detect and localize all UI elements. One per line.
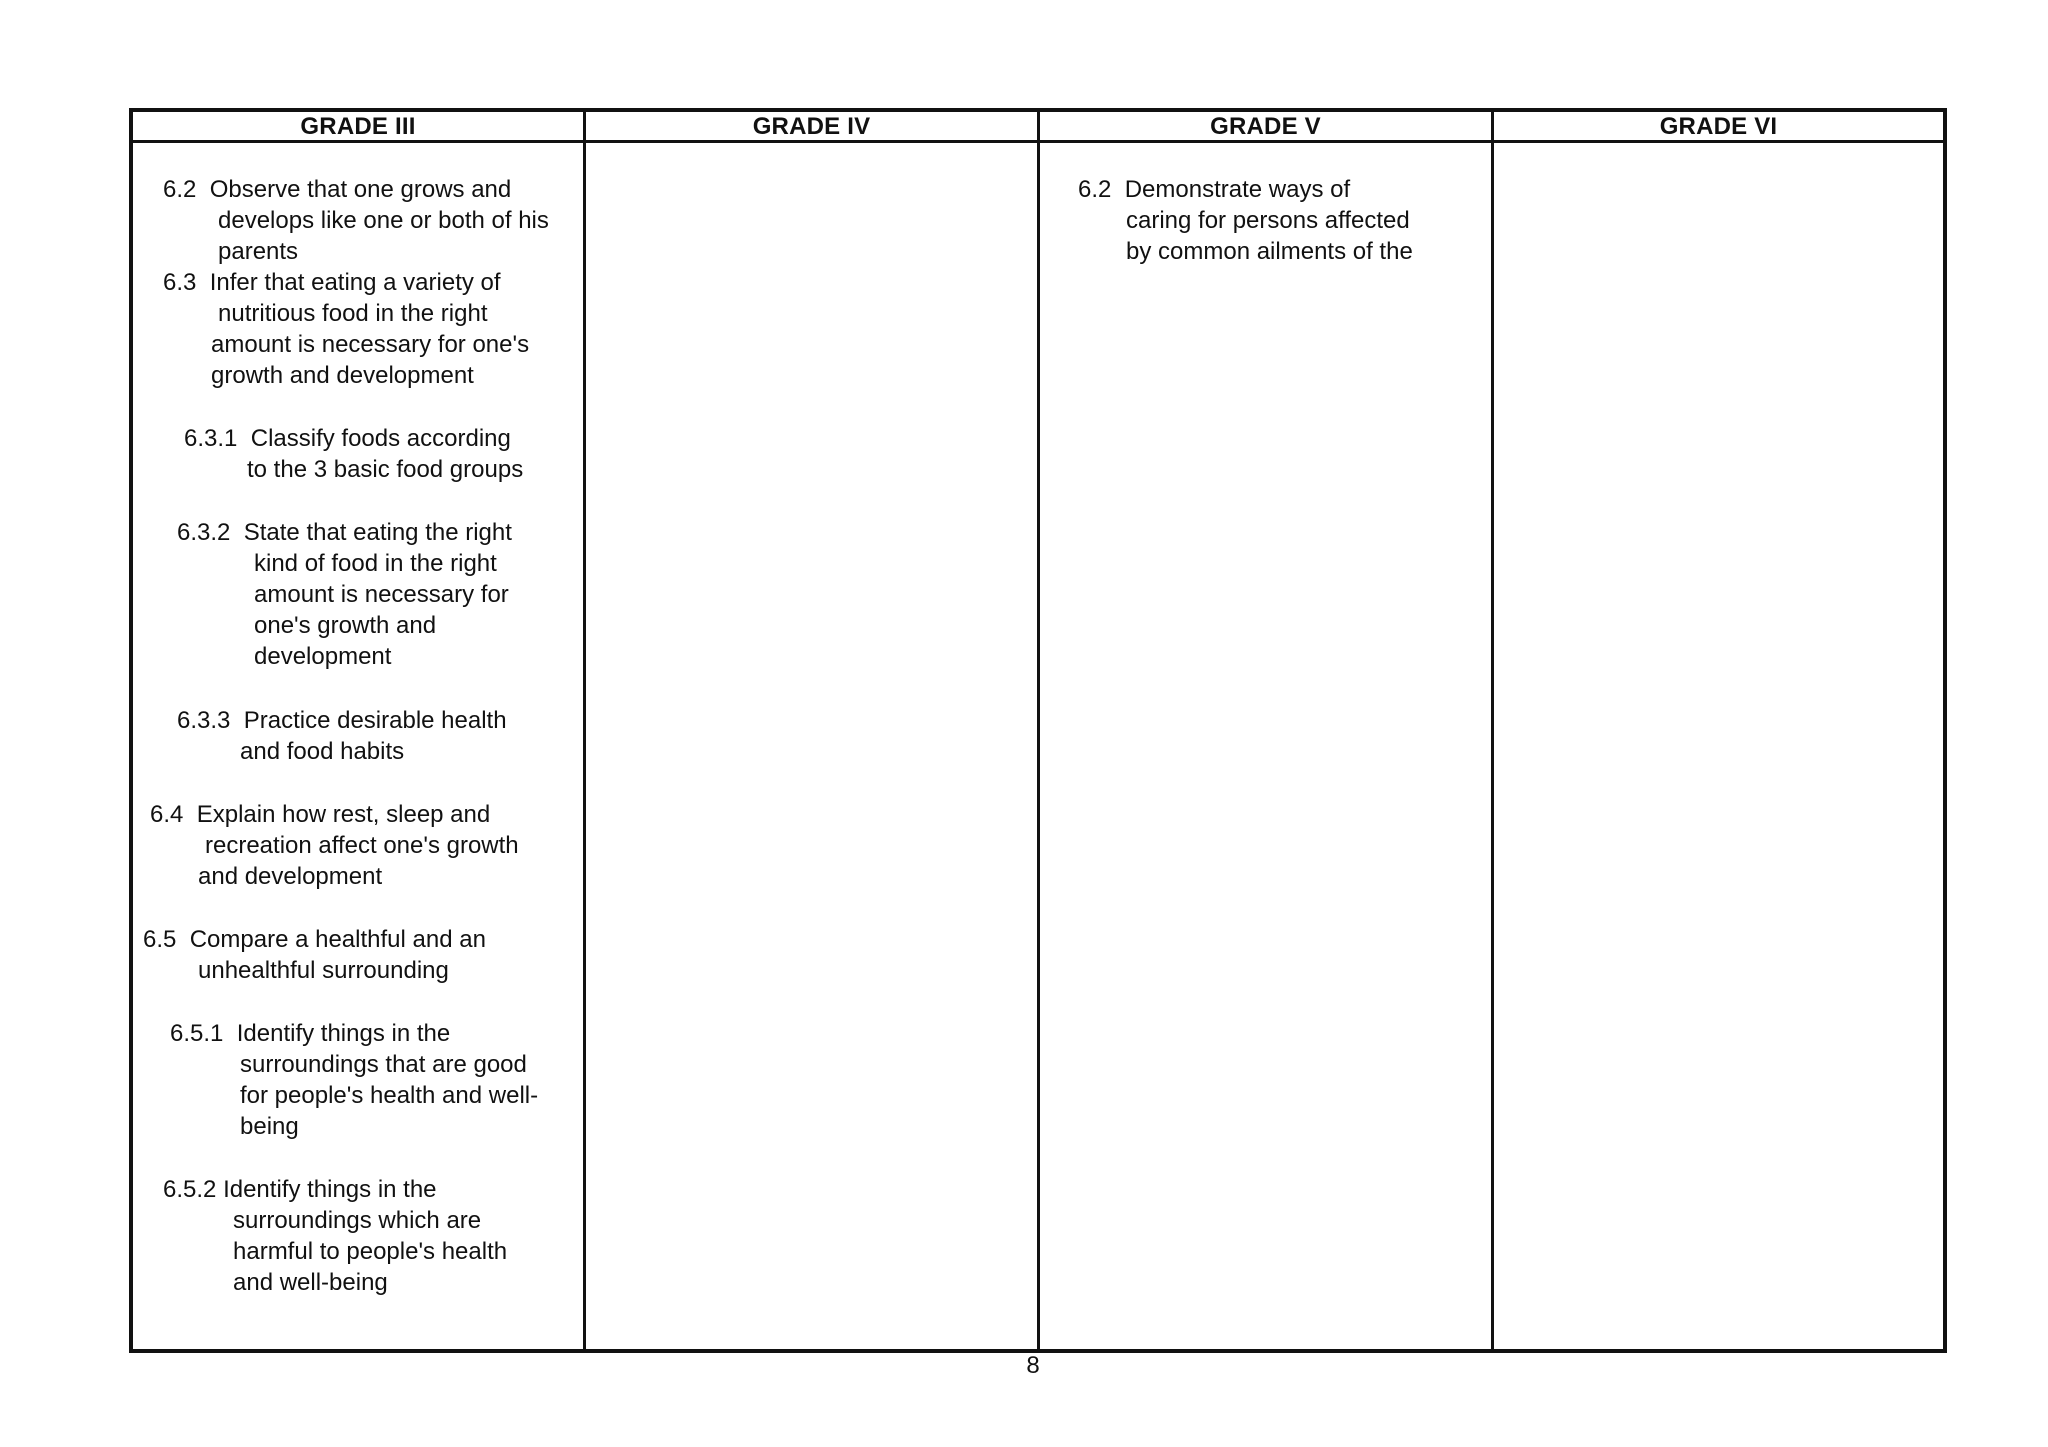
objective-number: 6.5 xyxy=(143,926,177,953)
objective-text: and well-being xyxy=(233,1269,388,1296)
objective-text: being xyxy=(240,1113,299,1140)
objective-text: Explain how rest, sleep and xyxy=(196,801,491,828)
objective-text: nutritious food in the right xyxy=(218,300,488,327)
objective-6-3-3 xyxy=(177,705,507,767)
objective-text: by common ailments of the xyxy=(1126,238,1413,265)
objective-number: 6.3 xyxy=(163,269,197,296)
header-grade-v: GRADE V xyxy=(1210,113,1321,140)
objective-text: amount is necessary for one's xyxy=(211,331,530,358)
objective-text: unhealthful surrounding xyxy=(198,957,449,984)
objective-text: Compare a healthful and an xyxy=(189,926,486,953)
objective-6-2 xyxy=(163,174,549,267)
objective-text: Identify things in the xyxy=(236,1020,451,1047)
objective-number: 6.2 xyxy=(163,176,197,203)
objective-text: kind of food in the right xyxy=(254,550,497,577)
objective-text: harmful to people's health xyxy=(233,1238,508,1265)
objective-text: Observe that one grows and xyxy=(209,176,512,203)
column-divider xyxy=(1491,112,1494,1349)
objective-6-3-1 xyxy=(184,423,523,485)
objective-text: Identify things in the xyxy=(223,1176,437,1203)
header-grade-iv: GRADE IV xyxy=(752,113,871,140)
objective-text: growth and development xyxy=(211,362,474,389)
objective-text: Practice desirable health xyxy=(243,707,507,734)
objective-6-5 xyxy=(143,924,486,986)
header-grade-iii: GRADE III xyxy=(300,113,416,140)
objective-number: 6.4 xyxy=(150,801,184,828)
objective-text: Classify foods according xyxy=(250,425,511,452)
objective-text: for people's health and well- xyxy=(240,1082,539,1109)
objective-6-3-2 xyxy=(177,517,512,672)
header-grade-vi: GRADE VI xyxy=(1659,113,1778,140)
objective-number: 6.5.1 xyxy=(170,1020,224,1047)
objective-text: development xyxy=(254,643,392,670)
objective-text: recreation affect one's growth xyxy=(205,832,519,859)
objective-text: Demonstrate ways of xyxy=(1124,176,1351,203)
objective-text: develops like one or both of his xyxy=(218,207,549,234)
grade-v-objective-6-2 xyxy=(1078,174,1413,267)
page-number: 8 xyxy=(1026,1352,1040,1379)
objective-text: to the 3 basic food groups xyxy=(247,456,524,483)
objective-6-3 xyxy=(163,267,529,391)
objective-number: 6.3.1 xyxy=(184,425,238,452)
objective-6-4 xyxy=(150,799,519,892)
objective-number: 6.2 xyxy=(1078,176,1112,203)
objective-text: surroundings that are good xyxy=(240,1051,527,1078)
header-divider xyxy=(133,140,1943,143)
objective-number: 6.5.2 xyxy=(163,1176,217,1203)
objective-text: and development xyxy=(198,863,383,890)
column-divider xyxy=(583,112,586,1349)
objective-text: one's growth and xyxy=(254,612,437,639)
curriculum-table xyxy=(129,108,1947,1353)
objective-text: State that eating the right xyxy=(243,519,512,546)
objective-text: parents xyxy=(218,238,299,265)
objective-number: 6.3.3 xyxy=(177,707,231,734)
objective-text: surroundings which are xyxy=(233,1207,482,1234)
objective-text: Infer that eating a variety of xyxy=(209,269,501,296)
objective-text: caring for persons affected xyxy=(1126,207,1410,234)
objective-text: amount is necessary for xyxy=(254,581,509,608)
column-divider xyxy=(1037,112,1040,1349)
objective-6-5-1 xyxy=(170,1018,538,1142)
objective-6-5-2 xyxy=(163,1174,507,1298)
objective-number: 6.3.2 xyxy=(177,519,231,546)
objective-text: and food habits xyxy=(240,738,405,765)
